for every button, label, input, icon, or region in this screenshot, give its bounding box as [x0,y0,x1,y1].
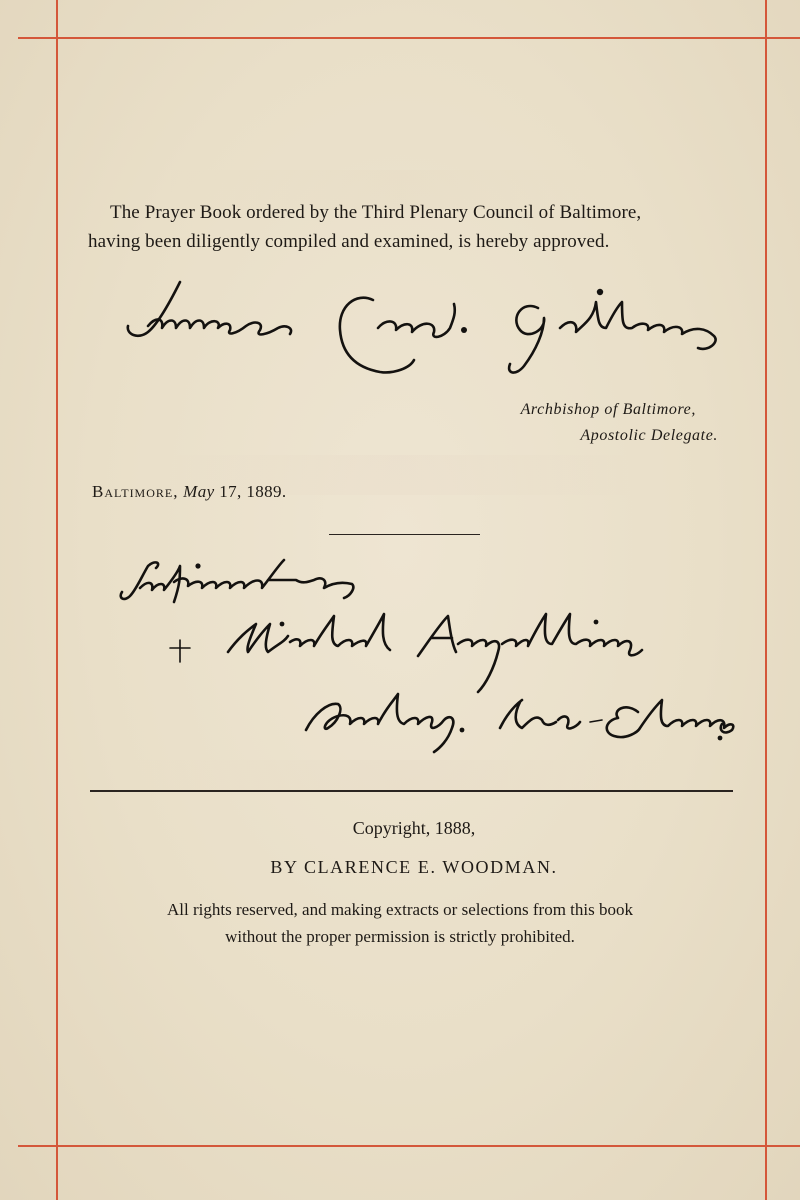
dateline [92,482,287,502]
copyright-holder: BY CLARENCE E. WOODMAN. [270,857,558,877]
approval-line-2: having been diligently compiled and examined, is hereby approved. [88,231,610,252]
signature-cardinal-gibbons [118,272,738,392]
dateline-day-year: 17, 1889. [219,482,287,501]
border-rule-top [18,37,800,39]
rights-line-2: without the proper permission is strictly prohibited. [225,927,575,946]
signature-title-line-2: Apostolic Delegate. [580,427,718,444]
show-through-texture [0,760,800,790]
dateline-month: May [183,482,215,501]
divider-short [329,534,480,535]
signature-imprimatur [118,552,758,752]
copyright-line: Copyright, 1888, [352,818,476,838]
approval-line-1: The Prayer Book ordered by the Third Plenary Council of Baltimore, [110,202,642,223]
approval-statement [88,198,768,256]
rights-notice [0,896,800,950]
border-rule-bottom [18,1145,800,1147]
divider-long [90,790,733,792]
rights-line-1: All rights reserved, and making extracts or selections from this book [167,900,633,919]
dateline-city: Baltimore, [92,482,179,501]
signature-title-line-1: Archbishop of Baltimore, [520,401,696,418]
